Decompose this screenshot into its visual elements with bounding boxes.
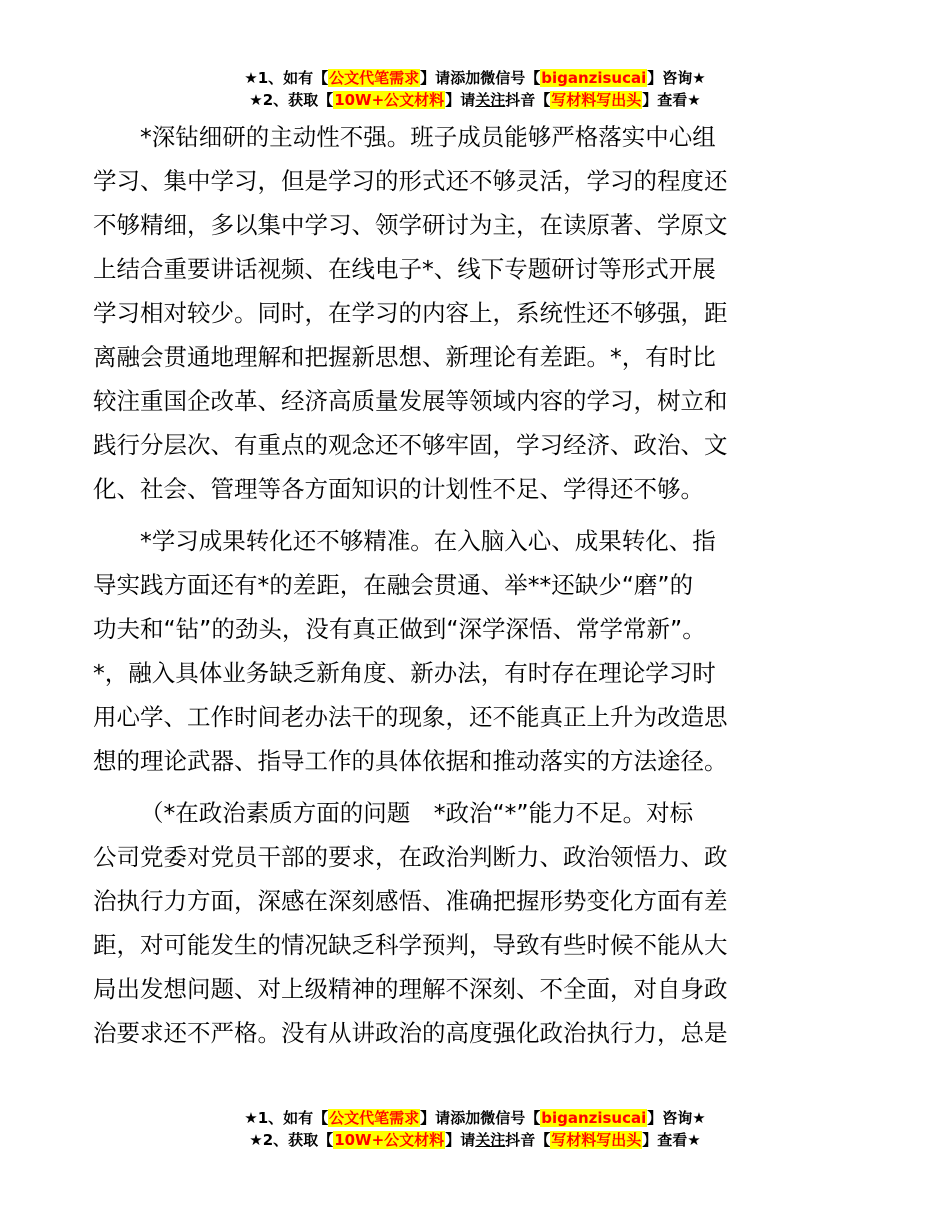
- paragraph-3: [93, 791, 820, 1055]
- text-line: 学习相对较少。同时，在学习的内容上，系统性还不够强，距: [93, 299, 728, 327]
- highlight-materials: 10W+公文材料: [334, 1131, 445, 1149]
- highlight-service: 公文代笔需求: [329, 1109, 420, 1127]
- highlight-douyin-account: 写材料写出头: [551, 91, 642, 109]
- text-line: 用心学、工作时间老办法干的现象，还不能真正上升为改造思: [93, 703, 728, 731]
- text-line: 距，对可能发生的情况缺乏科学预判，导致有些时候不能从大: [93, 931, 728, 959]
- text-line: （*在政治素质方面的问题 *政治“*”能力不足。对标: [140, 799, 694, 827]
- banner-line-2: ★2、获取【10W+公文材料】请关注抖音【写材料写出头】查看★: [249, 1131, 701, 1149]
- highlight-service: 公文代笔需求: [329, 69, 420, 87]
- footer-banner: [0, 1107, 950, 1151]
- highlight-materials: 10W+公文材料: [334, 91, 445, 109]
- banner-line-1: ★1、如有【公文代笔需求】请添加微信号【biganzisucai】咨询★: [244, 1109, 706, 1127]
- text-line: 学习、集中学习，但是学习的形式还不够灵活，学习的程度还: [93, 167, 728, 195]
- text-line: 想的理论武器、指导工作的具体依据和推动落实的方法途径。: [93, 747, 728, 775]
- text-line: 功夫和“钻”的劲头，没有真正做到“深学深悟、常学常新”。: [93, 615, 706, 643]
- text-line: 离融会贯通地理解和把握新思想、新理论有差距。*，有时比: [93, 343, 716, 371]
- text-line: 公司党委对党员干部的要求，在政治判断力、政治领悟力、政: [93, 843, 728, 871]
- paragraph-2: [93, 519, 820, 783]
- text-line: 化、社会、管理等各方面知识的计划性不足、学得还不够。: [93, 475, 704, 503]
- banner-line-2: ★2、获取【10W+公文材料】请关注抖音【写材料写出头】查看★: [249, 91, 701, 109]
- text-line: 较注重国企改革、经济高质量发展等领域内容的学习，树立和: [93, 387, 728, 415]
- text-line: 治要求还不严格。没有从讲政治的高度强化政治执行力，总是: [93, 1019, 728, 1047]
- highlight-wechat-id: biganzisucai: [541, 69, 647, 87]
- text-line: *学习成果转化还不够精准。在入脑入心、成果转化、指: [140, 527, 716, 555]
- highlight-douyin-account: 写材料写出头: [551, 1131, 642, 1149]
- text-line: *，融入具体业务缺乏新角度、新办法，有时存在理论学习时: [93, 659, 716, 687]
- paragraph-1: [93, 115, 820, 511]
- highlight-wechat-id: biganzisucai: [541, 1109, 647, 1127]
- text-line: 上结合重要讲话视频、在线电子*、线下专题研讨等形式开展: [93, 255, 716, 283]
- text-line: 局出发想问题、对上级精神的理解不深刻、不全面，对自身政: [93, 975, 728, 1003]
- text-line: 导实践方面还有*的差距，在融会贯通、举**还缺少“磨”的: [93, 571, 694, 599]
- text-line: *深钻细研的主动性不强。班子成员能够严格落实中心组: [140, 123, 716, 151]
- header-banner: [0, 67, 950, 111]
- banner-line-1: ★1、如有【公文代笔需求】请添加微信号【biganzisucai】咨询★: [244, 69, 706, 87]
- document-body: [93, 115, 820, 1055]
- text-line: 治执行力方面，深感在深刻感悟、准确把握形势变化方面有差: [93, 887, 728, 915]
- text-line: 践行分层次、有重点的观念还不够牢固，学习经济、政治、文: [93, 431, 728, 459]
- text-line: 不够精细，多以集中学习、领学研讨为主，在读原著、学原文: [93, 211, 728, 239]
